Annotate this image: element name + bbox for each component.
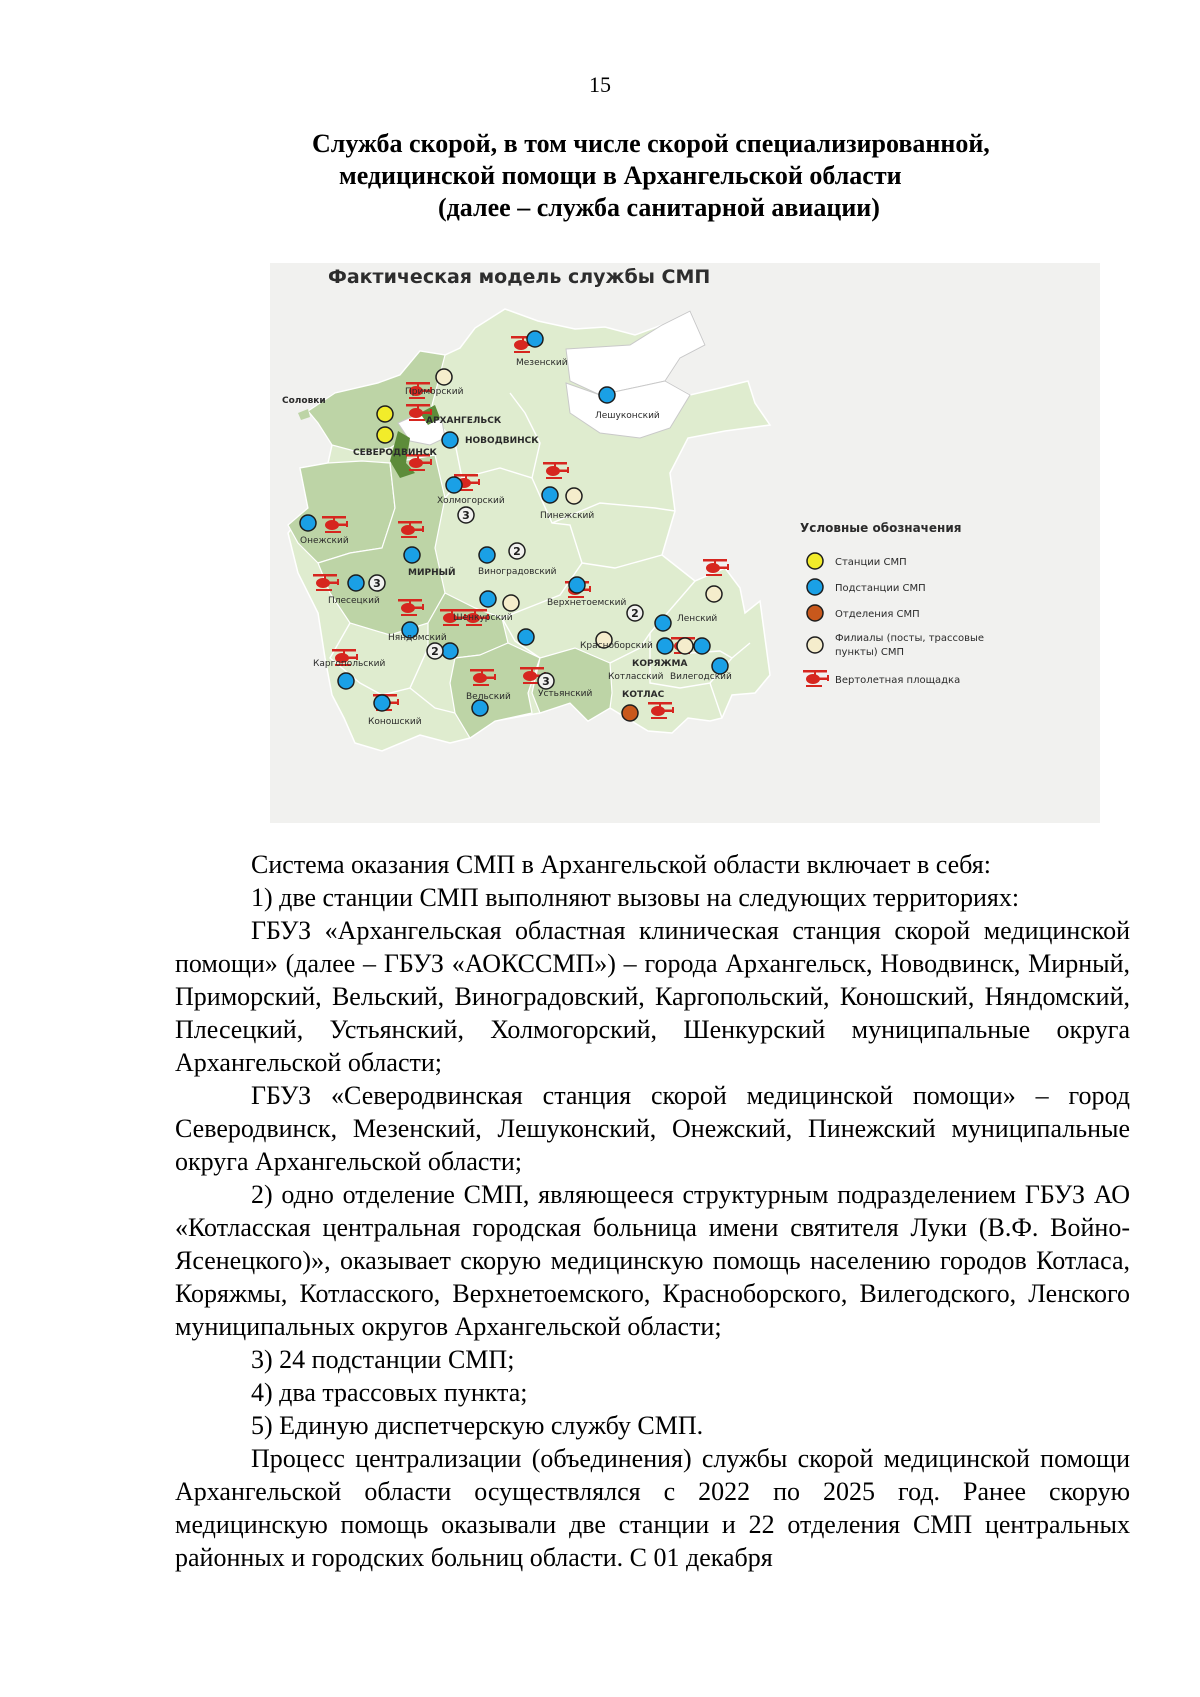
label-konoshsky: Коношский (368, 717, 422, 727)
heading-line-1: Служба скорой, в том числе скорой специализированной, (312, 129, 990, 158)
legend-department-marker (807, 605, 823, 621)
legend-helipad-icon (803, 670, 829, 687)
body-text (175, 848, 1130, 1574)
label-plesetsky: Плесецкий (328, 596, 380, 606)
legend-branch-label-1: Филиалы (посты, трассовые (835, 633, 985, 644)
count-ustyansky: 3 (542, 675, 550, 688)
paragraph-item-1: 1) две станции СМП выполняют вызовы на следующих территориях: (251, 883, 1020, 912)
paragraph-centralization: Процесс централизации (объединения) службы скорой медицинской помощи Архангельской области осуществлялся с 2022 по 2025 год. Ранее скорую медицинскую помощь оказывали две станции и 22 отделения СМП центральных районных и городских больниц области. С 01 декабря (175, 1444, 1130, 1572)
label-kotlassky: Котласский (608, 672, 664, 682)
label-verkhnetoemsky: Верхнетоемский (547, 598, 627, 608)
label-kotlas: КОТЛАС (622, 690, 665, 700)
label-vinogradovsky: Виноградовский (478, 567, 557, 577)
label-solovki: Соловки (282, 396, 326, 406)
paragraph-item-2: 2) одно отделение СМП, являющееся структурным подразделением ГБУЗ АО «Котласская центральная городская больница имени святителя Луки (В.Ф. Войно-Ясенецкого)», оказывает скорую медицинскую помощь населению городов Котласа, Коряжмы, Котласского, Верхнетоемского, Красноборского, Вилегодского, Ленского муниципальных округов Архангельской области; (175, 1180, 1130, 1341)
label-novodvinsk: НОВОДВИНСК (465, 436, 539, 446)
region-onezhsky (288, 461, 395, 563)
label-vilegodsky: Вилегодский (670, 672, 732, 682)
region-north-arm (566, 311, 705, 395)
legend-station-label: Станции СМП (835, 557, 907, 568)
legend-substation-label: Подстанции СМП (835, 583, 926, 594)
paragraph-item-5: 5) Единую диспетчерскую службу СМП. (251, 1411, 704, 1440)
label-primorsky: Приморский (405, 387, 464, 397)
label-kholmogorsky: Холмогорский (437, 496, 505, 506)
legend-title: Условные обозначения (800, 521, 962, 535)
label-severodvinsk: СЕВЕРОДВИНСК (353, 448, 437, 458)
label-koryazhma: КОРЯЖМА (632, 659, 688, 669)
heading-line-2: медицинской помощи в Архангельской области (339, 161, 902, 190)
legend-branch-label-2: пункты) СМП (835, 647, 904, 658)
legend-station-marker (807, 553, 823, 569)
label-mezensky: Мезенский (516, 358, 568, 368)
paragraph-item-4: 4) два трассовых пункта; (251, 1378, 528, 1407)
count-nyandomsky: 2 (431, 645, 439, 658)
count-kholmogorsky: 3 (462, 509, 470, 522)
label-pinezhsky: Пинежский (540, 511, 595, 521)
heading-line-3: (далее – служба санитарной авиации) (438, 193, 880, 222)
label-shenkursky: Шенкурский (453, 613, 513, 623)
solovki-island (298, 409, 310, 420)
label-krasnoborsky: Красноборский (580, 641, 653, 651)
count-krasnoborsky: 2 (631, 607, 639, 620)
label-nyandomsky: Няндомский (388, 633, 447, 643)
label-kargopolsky: Каргопольский (313, 659, 386, 669)
label-arkhangelsk: АРХАНГЕЛЬСК (426, 416, 502, 426)
label-ustyansky: Устьянский (538, 689, 593, 699)
department-marker-kotlas (622, 705, 638, 721)
legend-substation-marker (807, 579, 823, 595)
map-legend (800, 521, 984, 687)
label-lensky: Ленский (677, 614, 718, 624)
count-plesetsky: 3 (373, 577, 381, 590)
legend-helipad-label: Вертолетная площадка (835, 675, 961, 686)
count-vinogradovsky: 2 (513, 545, 521, 558)
label-leshukonsky: Лешуконский (595, 411, 660, 421)
region-velsky (450, 643, 540, 738)
label-mirny: МИРНЫЙ (408, 568, 456, 578)
legend-department-label: Отделения СМП (835, 609, 920, 620)
map-figure (270, 263, 1100, 823)
paragraph-item-3: 3) 24 подстанции СМП; (251, 1345, 515, 1374)
label-onezhsky: Онежский (300, 536, 349, 546)
map-title: Фактическая модель службы СМП (328, 266, 711, 288)
paragraph-intro: Система оказания СМП в Архангельской области включает в себя: (251, 850, 991, 879)
page-number: 15 (589, 72, 611, 97)
legend-branch-marker (807, 637, 823, 653)
paragraph-severodvinsk: ГБУЗ «Северодвинская станция скорой медицинской помощи» – город Северодвинск, Мезенский, Лешуконский, Онежский, Пинежский муниципальные округа Архангельской области; (175, 1081, 1130, 1176)
label-velsky: Вельский (466, 692, 511, 702)
paragraph-aokssmp: ГБУЗ «Архангельская областная клиническая станция скорой медицинской помощи» (далее – ГБУЗ «АОКССМП») – города Архангельск, Новодвинск, Мирный, Приморский, Вельский, Виноградовский, Каргопольский, Коношский, Няндомский, Плесецкий, Устьянский, Холмогорский, Шенкурский муниципальные округа Архангельской области; (175, 916, 1130, 1077)
